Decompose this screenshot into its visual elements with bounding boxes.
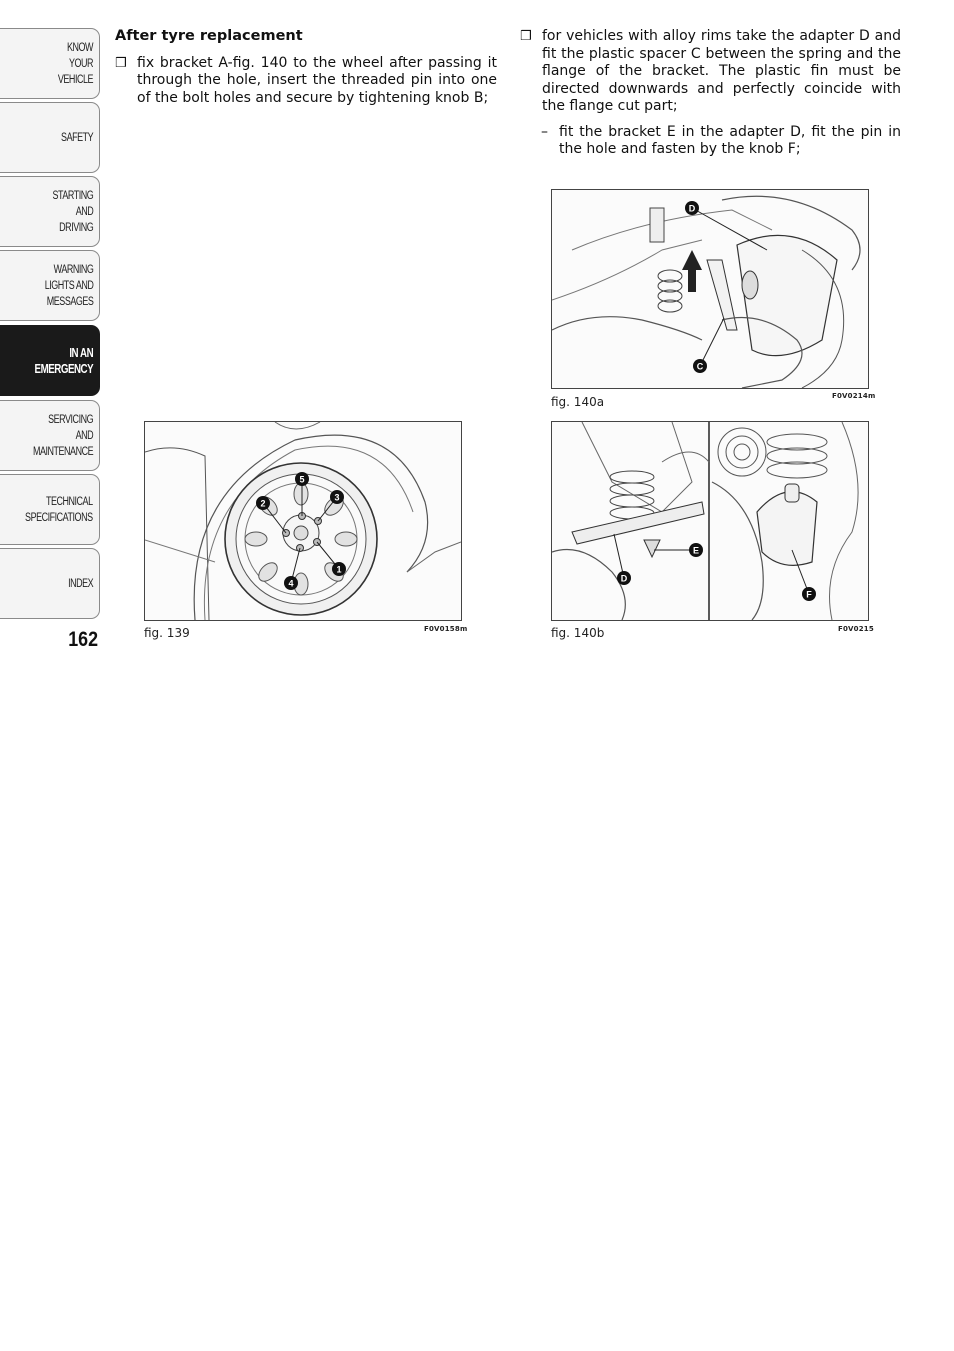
bullet-box-icon: ❒	[115, 55, 127, 71]
dash-mark: –	[541, 123, 548, 140]
section-heading: After tyre replacement	[115, 28, 303, 44]
tab-technical-specifications[interactable]	[0, 474, 100, 545]
tab-servicing-and-maintenance[interactable]	[0, 400, 100, 471]
callout-D: D	[620, 573, 628, 584]
tab-label: SAFETY	[60, 131, 93, 144]
callout-F: F	[806, 589, 812, 600]
callout-4: 4	[288, 578, 294, 589]
bullet-text: fix bracket A-fig. 140 to the wheel after passing it through the hole, insert the threaded pin into one of the bolt holes and secure by tightening knob B;	[137, 54, 497, 106]
callout-3: 3	[334, 492, 340, 503]
fig140a-adapter-illustration	[551, 189, 869, 389]
callout-1: 1	[336, 564, 342, 575]
wheel-drawing	[145, 422, 461, 620]
callout-D: D	[688, 203, 696, 214]
tab-know-your-vehicle[interactable]	[0, 28, 100, 99]
tab-label: STARTING AND DRIVING	[52, 189, 93, 234]
subitem-text: fit the bracket E in the adapter D, fit the pin in the hole and fasten by the knob F;	[559, 123, 901, 157]
tab-safety[interactable]	[0, 102, 100, 173]
fig139-wheel-illustration	[144, 421, 462, 621]
tab-label: KNOW YOUR VEHICLE	[57, 41, 93, 86]
tab-label: INDEX	[67, 577, 93, 590]
tab-label: WARNING LIGHTS AND MESSAGES	[44, 263, 93, 308]
fig140a-caption: fig. 140a	[551, 395, 605, 409]
fig139-code: F0V0158m	[424, 625, 468, 633]
left-column	[115, 28, 497, 115]
right-column	[520, 28, 901, 159]
fig139-caption: fig. 139	[144, 626, 190, 640]
tab-index[interactable]	[0, 548, 100, 619]
instruction-bullet	[115, 55, 497, 108]
instruction-bullet	[520, 28, 901, 116]
bullet-box-icon: ❒	[520, 29, 532, 44]
fig140b-bracket-illustration	[551, 421, 869, 621]
callout-C: C	[696, 361, 704, 372]
tab-starting-and-driving[interactable]	[0, 176, 100, 247]
fig140b-caption: fig. 140b	[551, 626, 605, 640]
callout-5: 5	[299, 474, 305, 485]
page-number: 162	[68, 628, 98, 651]
tab-label: SERVICING AND MAINTENANCE	[32, 413, 93, 458]
bracket-drawing	[552, 422, 868, 620]
instruction-subitem	[520, 124, 901, 159]
tab-warning-lights[interactable]	[0, 250, 100, 321]
tab-in-an-emergency[interactable]	[0, 325, 100, 396]
fig140a-code: F0V0214m	[832, 392, 876, 400]
tab-label: IN AN EMERGENCY	[34, 345, 93, 376]
bullet-text: for vehicles with alloy rims take the adapter D and fit the plastic spacer C between the spring and the flange of the bracket. The plastic fin must be directed downwards and perfectly coincide with the flange cut part;	[542, 28, 901, 114]
callout-2: 2	[260, 498, 266, 509]
adapter-drawing	[552, 190, 868, 388]
tab-label: TECHNICAL SPECIFICATIONS	[25, 495, 93, 524]
callout-E: E	[692, 545, 700, 556]
fig140b-code: F0V0215	[838, 625, 874, 633]
